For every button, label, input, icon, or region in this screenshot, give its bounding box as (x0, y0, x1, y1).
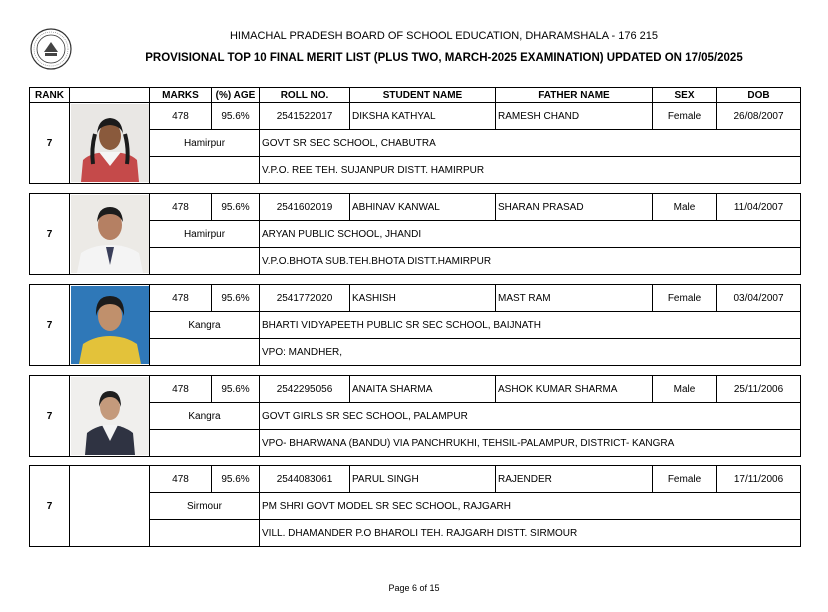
father-name-value: MAST RAM (496, 285, 653, 312)
student-photo (70, 376, 150, 457)
student-name-value: ANAITA SHARMA (350, 376, 496, 403)
blank-cell (150, 520, 260, 547)
col-roll-no: ROLL NO. (260, 88, 350, 103)
marks-value: 478 (150, 466, 212, 493)
rank-cell: 7 (30, 466, 70, 547)
district-value: Kangra (150, 312, 260, 339)
roll-no-value: 2541772020 (260, 285, 350, 312)
student-photo-empty (70, 466, 150, 547)
percentage-value: 95.6% (212, 103, 260, 130)
district-value: Hamirpur (150, 221, 260, 248)
marks-value: 478 (150, 103, 212, 130)
district-value: Kangra (150, 403, 260, 430)
roll-no-value: 2544083061 (260, 466, 350, 493)
district-value: Sirmour (150, 493, 260, 520)
roll-no-value: 2541602019 (260, 194, 350, 221)
school-value: GOVT GIRLS SR SEC SCHOOL, PALAMPUR (260, 403, 801, 430)
rank-cell: 7 (30, 103, 70, 184)
board-name: HIMACHAL PRADESH BOARD OF SCHOOL EDUCATION, DHARAMSHALA - 176 215 (229, 30, 659, 42)
father-name-value: RAJENDER (496, 466, 653, 493)
school-value: PM SHRI GOVT MODEL SR SEC SCHOOL, RAJGARH (260, 493, 801, 520)
student-photo (70, 285, 150, 366)
district-value: Hamirpur (150, 130, 260, 157)
page-number: Page 6 of 15 (388, 583, 440, 593)
address-value: V.P.O.BHOTA SUB.TEH.BHOTA DISTT.HAMIRPUR (260, 248, 801, 275)
father-name-value: SHARAN PRASAD (496, 194, 653, 221)
percentage-value: 95.6% (212, 194, 260, 221)
blank-cell (150, 430, 260, 457)
percentage-value: 95.6% (212, 376, 260, 403)
sex-value: Male (653, 376, 717, 403)
rank-cell: 7 (30, 285, 70, 366)
col-sex: SEX (653, 88, 717, 103)
school-value: GOVT SR SEC SCHOOL, CHABUTRA (260, 130, 801, 157)
sex-value: Male (653, 194, 717, 221)
dob-value: 25/11/2006 (717, 376, 801, 403)
sex-value: Female (653, 103, 717, 130)
percentage-value: 95.6% (212, 285, 260, 312)
school-value: ARYAN PUBLIC SCHOOL, JHANDI (260, 221, 801, 248)
student-name-value: KASHISH (350, 285, 496, 312)
dob-value: 26/08/2007 (717, 103, 801, 130)
student-record (29, 102, 801, 184)
address-value: V.P.O. REE TEH. SUJANPUR DISTT. HAMIRPUR (260, 157, 801, 184)
dob-value: 03/04/2007 (717, 285, 801, 312)
roll-no-value: 2541522017 (260, 103, 350, 130)
student-record (29, 375, 801, 457)
sex-value: Female (653, 466, 717, 493)
student-record (29, 193, 801, 275)
student-name-value: PARUL SINGH (350, 466, 496, 493)
col-photo (70, 88, 150, 103)
blank-cell (150, 157, 260, 184)
address-value: VPO: MANDHER, (260, 339, 801, 366)
blank-cell (150, 339, 260, 366)
marks-value: 478 (150, 194, 212, 221)
col-percentage: (%) AGE (212, 88, 260, 103)
address-value: VPO- BHARWANA (BANDU) VIA PANCHRUKHI, TEHSIL-PALAMPUR, DISTRICT- KANGRA (260, 430, 801, 457)
page-title: PROVISIONAL TOP 10 FINAL MERIT LIST (PLUS TWO, MARCH-2025 EXAMINATION) UPDATED ON 17/05/2025 (145, 52, 743, 64)
student-photo (70, 194, 150, 275)
dob-value: 11/04/2007 (717, 194, 801, 221)
school-value: BHARTI VIDYAPEETH PUBLIC SR SEC SCHOOL, BAIJNATH (260, 312, 801, 339)
rank-cell: 7 (30, 376, 70, 457)
col-father-name: FATHER NAME (496, 88, 653, 103)
col-rank: RANK (30, 88, 70, 103)
student-record (29, 284, 801, 366)
col-marks: MARKS (150, 88, 212, 103)
column-header-table (29, 87, 801, 103)
father-name-value: ASHOK KUMAR SHARMA (496, 376, 653, 403)
col-dob: DOB (717, 88, 801, 103)
marks-value: 478 (150, 285, 212, 312)
student-name-value: ABHINAV KANWAL (350, 194, 496, 221)
roll-no-value: 2542295056 (260, 376, 350, 403)
blank-cell (150, 248, 260, 275)
marks-value: 478 (150, 376, 212, 403)
dob-value: 17/11/2006 (717, 466, 801, 493)
student-record (29, 465, 801, 547)
student-photo (70, 103, 150, 184)
col-student-name: STUDENT NAME (350, 88, 496, 103)
sex-value: Female (653, 285, 717, 312)
percentage-value: 95.6% (212, 466, 260, 493)
father-name-value: RAMESH CHAND (496, 103, 653, 130)
address-value: VILL. DHAMANDER P.O BHAROLI TEH. RAJGARH DISTT. SIRMOUR (260, 520, 801, 547)
rank-cell: 7 (30, 194, 70, 275)
student-name-value: DIKSHA KATHYAL (350, 103, 496, 130)
